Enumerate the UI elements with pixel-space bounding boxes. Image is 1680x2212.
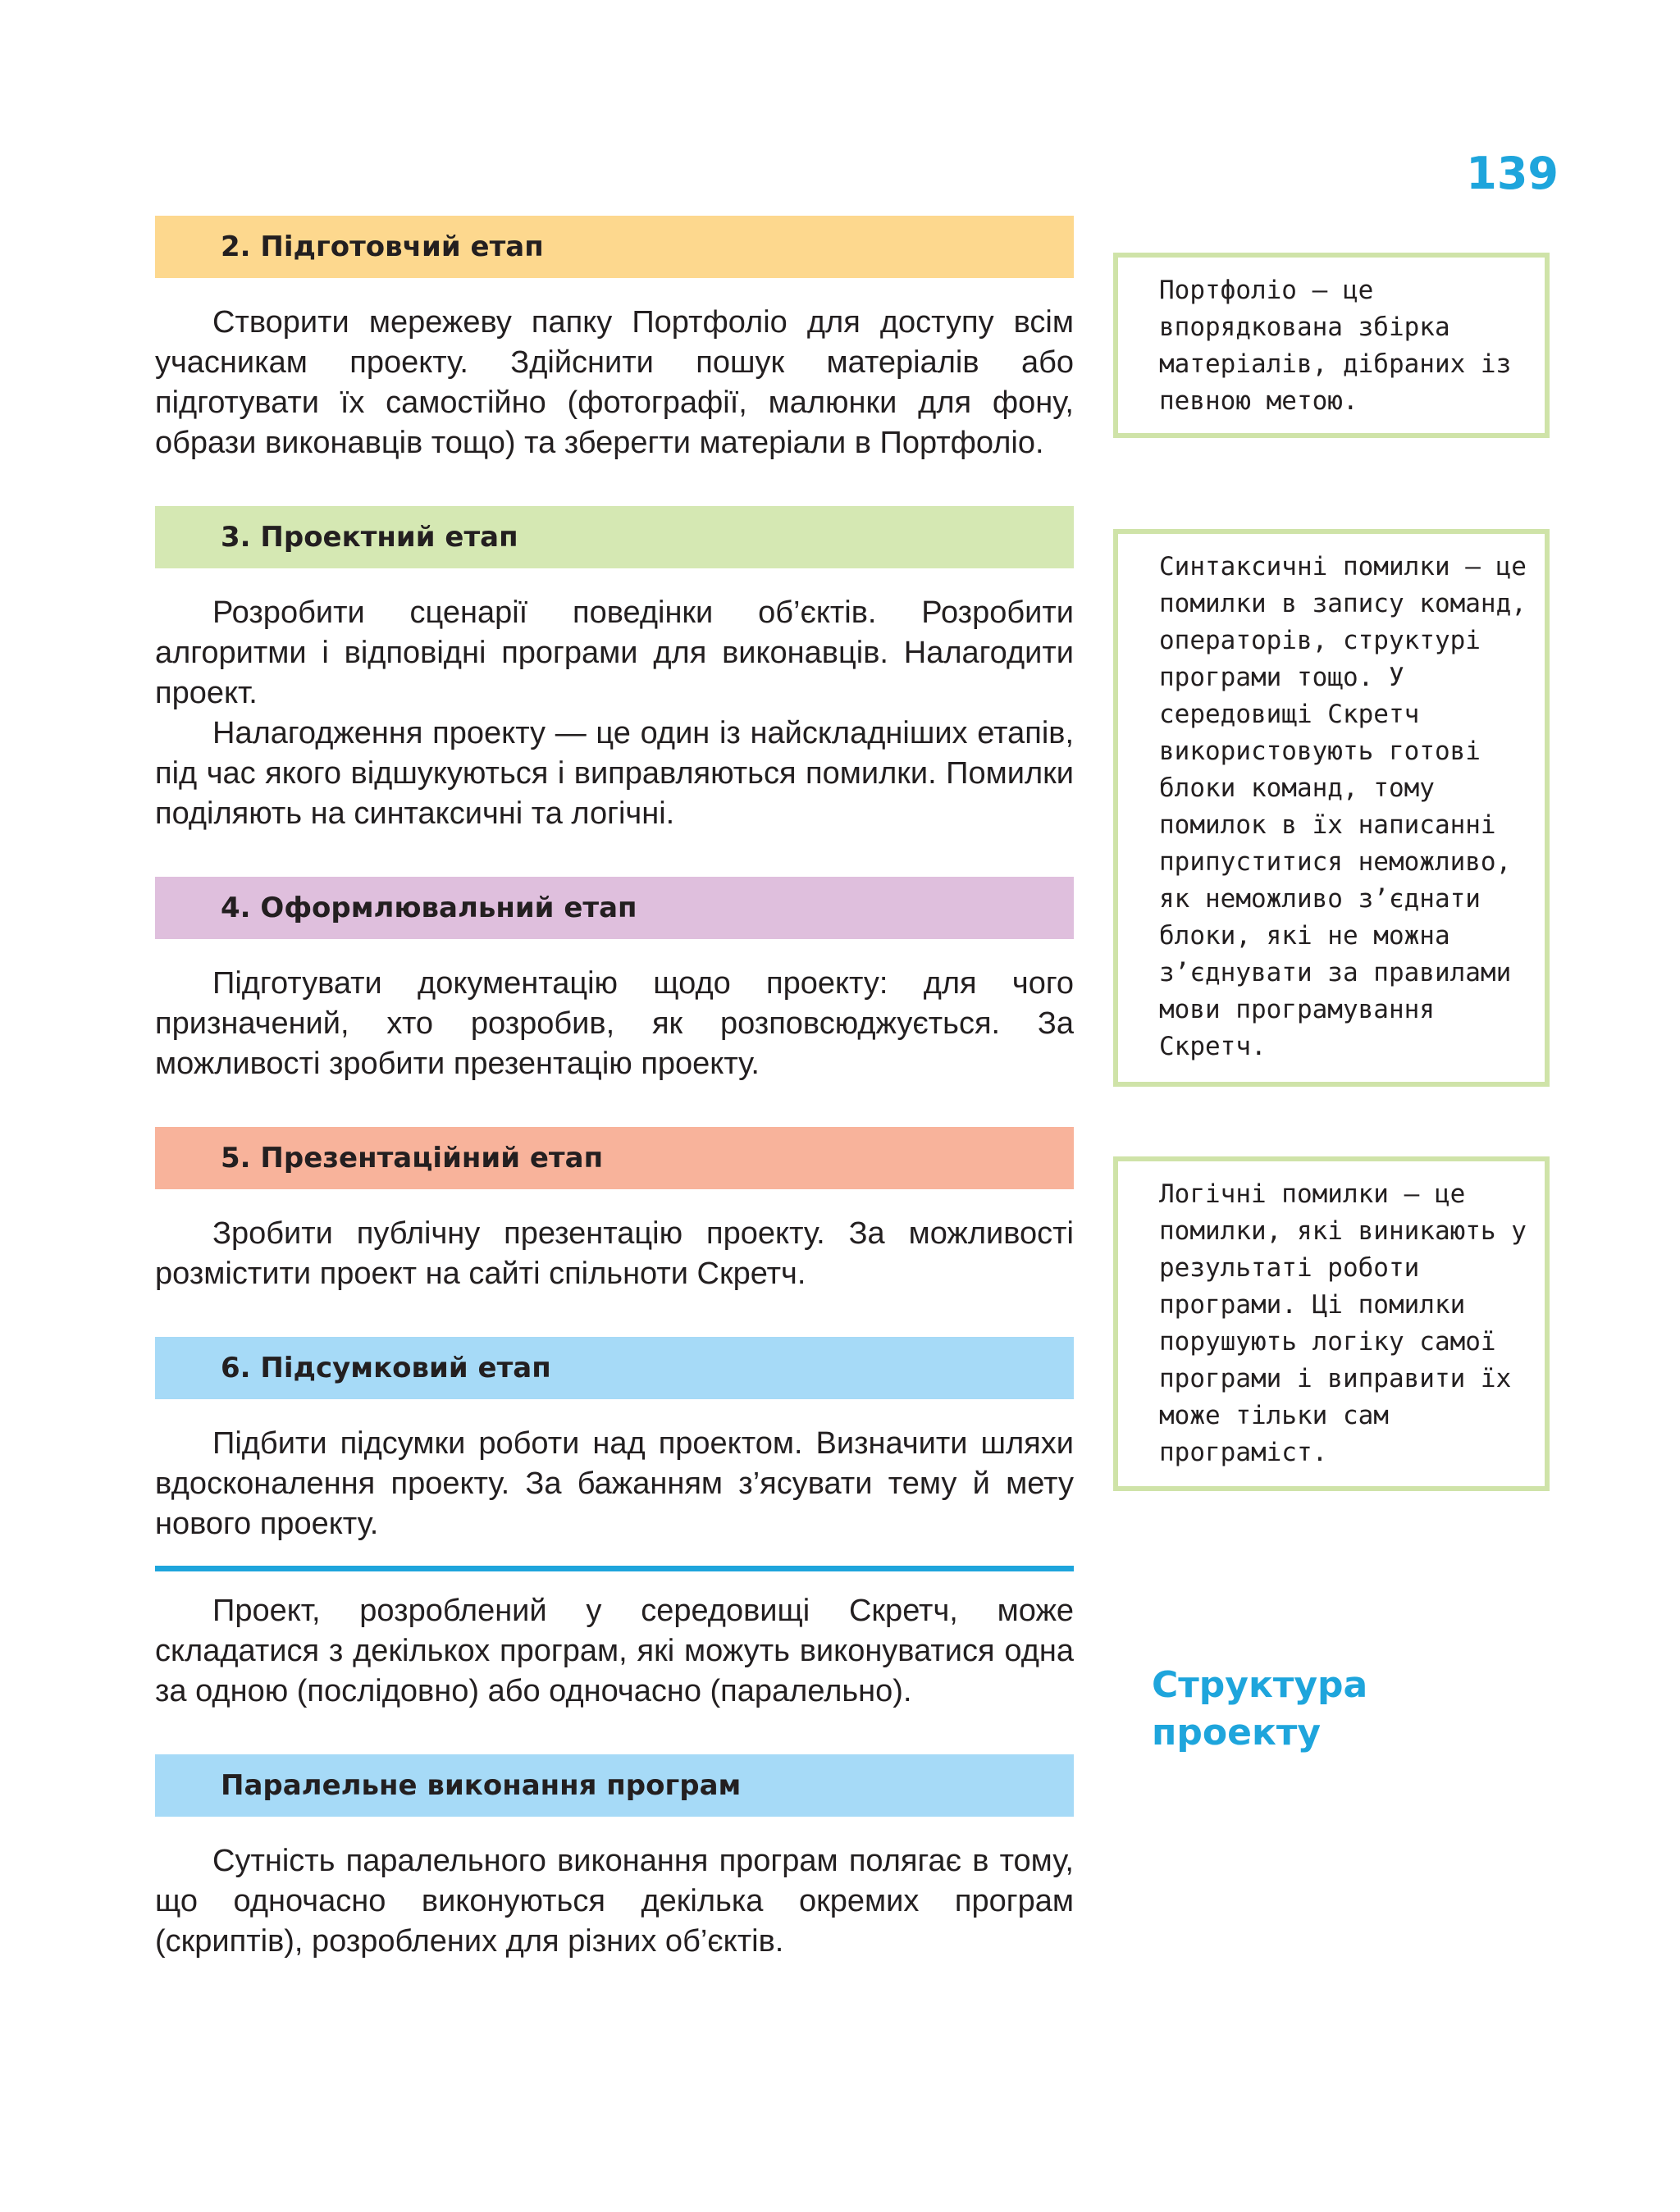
section-paragraph: Зробити публічну презентацію проекту. За можливості розмістити проект на сайті спільноти Скретч. bbox=[155, 1216, 1074, 1291]
section-header-parallel: Паралельне виконання програм bbox=[155, 1754, 1074, 1817]
section-paragraph: Налагодження проекту — це один із найскладніших етапів, під час якого відшукуються і виправляються помилки. Помилки поділяють на синтаксичні та логічні. bbox=[155, 716, 1074, 831]
structure-heading: Структура проекту bbox=[1152, 1664, 1368, 1754]
section-paragraph: Підбити підсумки роботи над проектом. Визначити шляхи вдосконалення проекту. За бажанням з’ясувати тему й мету нового проекту. bbox=[155, 1426, 1074, 1541]
section-header-design: 4. Оформлювальний етап bbox=[155, 877, 1074, 939]
section-header-summary: 6. Підсумковий етап bbox=[155, 1337, 1074, 1399]
section-paragraph: Підготувати документацію щодо проекту: для чого призначений, хто розробив, як розповсюджується. За можливості зробити презентацію проекту. bbox=[155, 966, 1074, 1081]
section-paragraph: Розробити сценарії поведінки об’єктів. Розробити алгоритми і відповідні програми для виконавців. Налагодити проект. bbox=[155, 595, 1074, 710]
section-header-presentation: 5. Презентаційний етап bbox=[155, 1127, 1074, 1189]
syntax-errors-note-box: Синтаксичні помилки — це помилки в запису команд, операторів, структурі програми тощо. У середовищі Скретч використовують готові блоки команд, тому помилок в їх написанні припуститися неможливо, як неможливо з’єднати блоки, які не можна з’єднувати за правилами мови програмування Скретч. bbox=[1113, 529, 1550, 1087]
section-header-project: 3. Проектний етап bbox=[155, 506, 1074, 568]
section-paragraph: Створити мережеву папку Портфоліо для доступу всім учасникам проекту. Здійснити пошук матеріалів або підготувати їх самостійно (фотографії, малюнки для фону, образи виконавців тощо) та зберегти матеріали в Портфоліо. bbox=[155, 305, 1074, 460]
parallel-paragraph: Сутність паралельного виконання програм полягає в тому, що одночасно виконуються декілька окремих програм (скриптів), розроблених для різних об’єктів. bbox=[155, 1844, 1074, 1959]
structure-paragraph: Проект, розроблений у середовищі Скретч, може складатися з декількох програм, які можуть виконуватися одна за одною (послідовно) або одночасно (паралельно). bbox=[155, 1594, 1074, 1708]
page-number: 139 bbox=[1466, 148, 1559, 199]
main-column bbox=[155, 216, 1074, 1962]
portfolio-note-box: Портфоліо — це впорядкована збірка матеріалів, дібраних із певною метою. bbox=[1113, 253, 1550, 438]
section-header-preparatory: 2. Підготовчий етап bbox=[155, 216, 1074, 278]
divider-line bbox=[155, 1566, 1074, 1571]
logic-errors-note-box: Логічні помилки — це помилки, які виникають у результаті роботи програми. Ці помилки порушують логіку самої програми і виправити їх може тільки сам програміст. bbox=[1113, 1156, 1550, 1491]
